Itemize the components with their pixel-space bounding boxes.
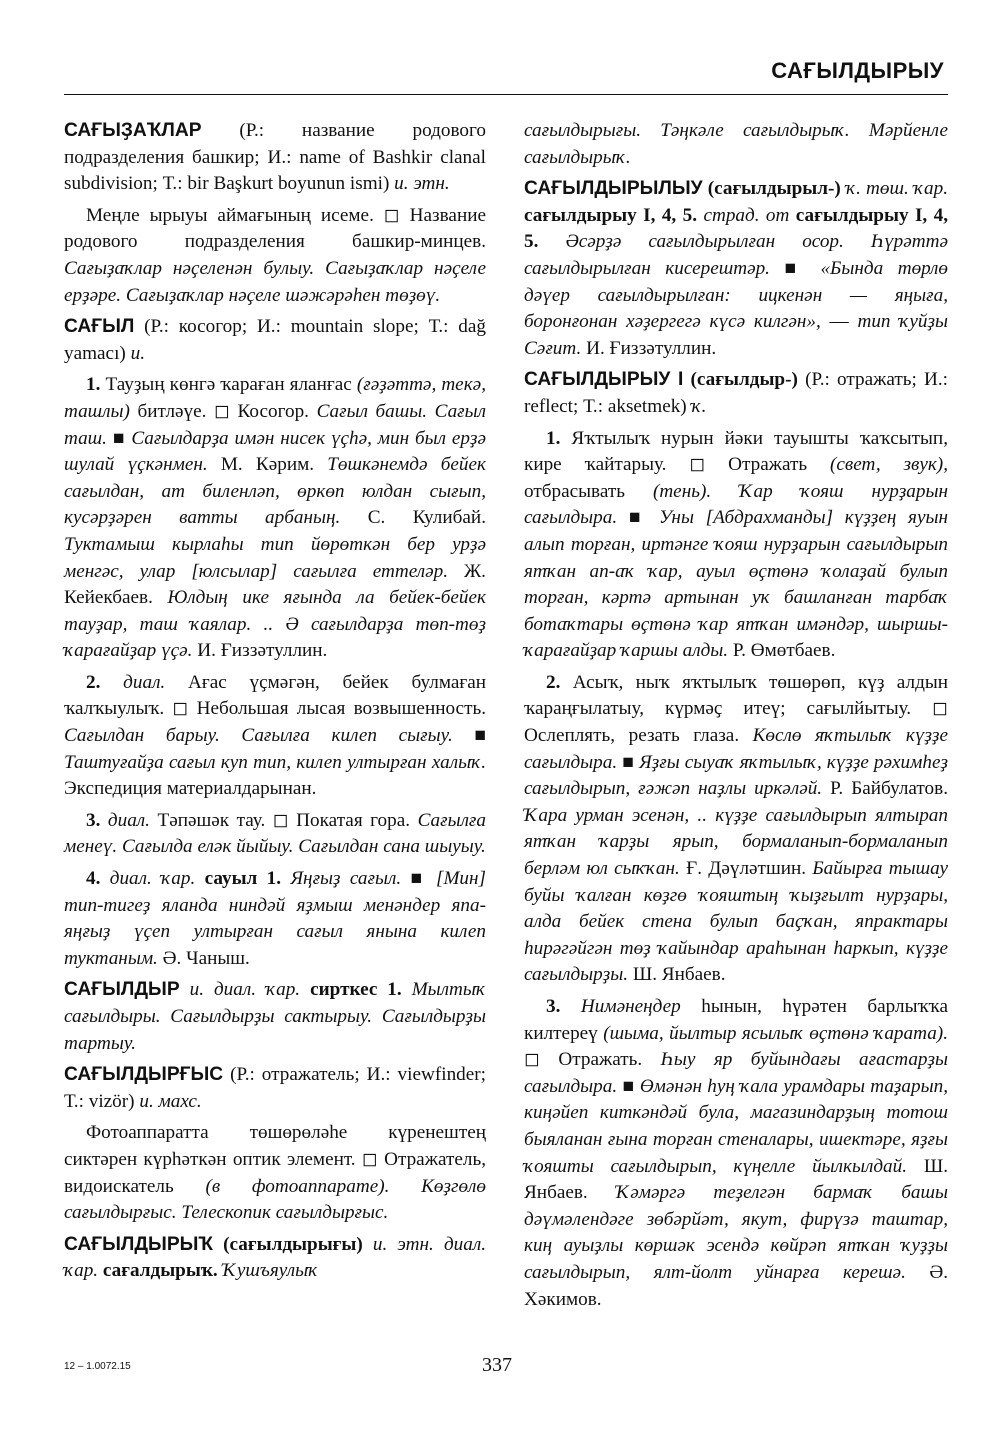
entry-text: (сағылдыр-) [683,369,798,391]
headword: САҒЫЛДЫР [64,979,180,1001]
entry-text [363,1234,373,1255]
entry-text: (сағылдырығы) [213,1233,363,1255]
dictionary-paragraph [524,176,948,362]
dictionary-paragraph [64,1232,486,1285]
dictionary-paragraph [524,118,948,171]
entry-text: Әсәрҙә сағылдырылған осор. Һүрәттә сағылдырылған кисерештәр. [524,231,948,279]
entry-text: (ғәҙәттә, текә, ташлы) [64,374,486,422]
entry-text: сауыл 1. [195,868,282,890]
entry-text: ■ [452,725,486,747]
entry-text: [Мин] тип-тигеҙ яланда ниндәй яҙмыш менәндер япа-яңғыҙ үҫеп ултырған сағыл янына килеп туктаным. [64,868,487,969]
dictionary-paragraph [64,808,486,861]
entry-text [538,231,565,252]
entry-text: ■ [617,507,659,529]
entry-text: (Р.: косогор; И.: mountain slope; Т.: dağ yamacı) [64,316,486,364]
entry-text: Ш. Янбаев. [524,1155,948,1204]
entry-text: Сағылдарҙа имән нисек үҫһә, мин был ерҙә шулай үҫкәнмен. [64,427,486,476]
dictionary-paragraph [64,118,486,198]
entry-text: сирткес 1. [300,979,402,1001]
entry-text: Экспедиция материалдарынан. [64,778,317,800]
entry-text: Сағылдан барыу. Сағылға килеп сығыу. [64,725,453,747]
entry-text: Нимәнеңдер [580,996,681,1017]
entry-text: диал. [123,671,166,693]
entry-text: Ағас үҫмәгән, бейек булмаған ҡалҡыулыҡ. ◻ Небольшая лысая возвышенность. [64,671,486,720]
entry-text: Р. Байбулатов. [822,778,948,800]
entry-text: Өмәнән һуң ҡала урамдары таҙарып, киңәйеп киткәндәй була, магазиндарҙың тотош быяланан ғына торған стеналары, ишектәре, яҙғы ҡояшты сағылдырып, күңелле йылкылдай. [524,1075,948,1177]
entry-text: и. диал. ҡар. [189,979,301,1001]
dictionary-paragraph [64,372,486,665]
entry-text: ■ [106,427,132,449]
entry-text: И. Ғиззәтуллин. [192,640,328,662]
entry-text: 1. [86,374,101,396]
entry-text: Уны [Абдрахманды] күҙҙең яуын алып торған, иртәнге ҡояш нурҙарын сағылдырып ятҡан ап-аҡ ҡар, ауыл өҫтөнә ҡолаҙай булып торған, кәртә артынан уҡ башланған тарбаҡ ботаҡтары өҫтөнә ҡар ятҡан имәндәр, шыршы-ҡарағайҙар ҡаршы алды. [524,507,948,662]
entry-text: Яҙғы сыуаҡ яҡтылыҡ, күҙҙе рәхимһеҙ сағылдырып, ғәжәп наҙлы иркәләй. [524,751,948,800]
dictionary-paragraph [524,426,948,665]
entry-text [100,868,109,889]
entry-text: И. Ғиззәтуллин. [581,337,717,359]
entry-text [100,810,108,831]
entry-text: Яҡтылыҡ нурын йәки тауышты ҡаҡсытып, кире ҡайтарыу. ◻ Отражать [524,427,948,476]
entry-text: и. [130,342,145,364]
entry-text [560,996,581,1017]
entry-text: диал. ҡар. [109,868,196,890]
entry-text [180,979,190,1000]
entry-text: (Р.: отражатель; И.: viewfinder; Т.: vizör) [64,1064,486,1112]
entry-text: (свет, звук), [830,454,948,476]
entry-text: (тень). Ҡар ҡояш нурҙарын сағылдыра. [524,480,949,529]
entry-text: 4. [86,868,101,890]
entry-text: Меңле ырыуы аймағының исеме. ◻ Название родового подразделения башкир-минцев. [64,204,486,253]
entry-text: ■ [401,868,436,890]
entry-text: Туктамыш кырлаһы тип йөрөткән бер урҙә менгәс, улар [юлсылар] сағылға еттеләр. [64,533,486,582]
entry-text: — [820,311,858,333]
entry-text: Тауҙың көнгә ҡараған яланғас [100,374,357,396]
entry-text: ■ [617,751,640,773]
entry-text: С. Кулибай. [340,507,486,529]
entry-text: (Р.: название родового подразделения башкир; И.: name of Bashkir clanal subdivision; Т.: bir Başkurt boyunun ismi) [64,120,486,195]
entry-text: Сағыҙаҡлар нәҫеленән булыу. Сағыҙаҡлар нәҫеле ерҙәре. Сағыҙаҡлар нәҫеле шәжәрәһен төҙөү. [64,257,486,306]
headword: САҒЫЛДЫРЫУ I [524,369,684,391]
entry-text: ■ [617,1075,640,1097]
running-head: САҒЫЛДЫРЫУ [771,58,944,83]
entry-text: Һыу яр буйындағы ағастарҙы сағылдыра. [524,1049,948,1097]
entry-text: (в фотоаппарате). Көҙгөлө сағылдырғыс. Телескопик сағылдырғыс. [64,1175,487,1224]
entry-text: сағылдырығы. Тәңкәле сағылдырыҡ. Мәрйенле сағылдырыҡ. [524,120,948,168]
header-rule [64,94,948,95]
entry-text: 2. [546,671,561,693]
entry-text: и. махс. [139,1090,202,1112]
entry-text: и. этн. [394,173,450,195]
entry-text: 3. [86,809,101,831]
entry-text: Ҡушъяулыҡ [222,1260,319,1282]
entry-text: Сағыл башы. Сағыл таш. [64,400,487,449]
dictionary-paragraph [64,866,486,972]
dictionary-paragraph [524,994,948,1313]
left-column [64,118,486,1290]
entry-text: ҡ. [691,395,707,417]
dictionary-paragraph [64,977,486,1057]
entry-text: отбрасывать [524,480,653,502]
dictionary-paragraph [64,670,486,803]
entry-text: Ҡәмәргә теҙелгән бармаҡ башы дәүмәлендәге зөбәрйәт, якут, фирүзә таштар, киң ауыҙлы көршәк эсендә көйрәп ятҡан ҡуҙҙы сағылдырып, ялт-йолт уйнарға керешә. [524,1182,948,1283]
entry-text: ◻ Отражать. [524,1049,661,1071]
entry-text: Ж. Кейекбаев. [64,560,486,609]
dictionary-paragraph [64,314,486,367]
dictionary-paragraph [64,203,486,309]
entry-text: М. Кәрим. [207,454,328,476]
entry-text: Таштуғайҙа сағыл куп тип, килеп ултырған халыҡ. [64,751,486,773]
entry-text: (сағылдырыл-) [702,178,841,200]
entry-text [402,979,412,1000]
entry-text: Мылтыҡ сағылдыры. Сағылдырҙы сактырыу. Сағылдырҙы тартыу. [64,979,487,1054]
entry-text: диал. [107,809,150,831]
entry-text: 1. [546,427,561,449]
headword: САҒЫЛДЫРЫҠ [64,1233,214,1255]
entry-text: Р. Өмөтбаев. [728,640,836,662]
headword: САҒЫЛДЫРЫЛЫУ [524,178,703,200]
entry-text: Ҡара урман эсенән, .. күҙҙе сағылдырып ялтырап ятҡан ҡарҙы ярып, бормаланып-бормаланып берләм юл сыҡҡан. [524,804,948,880]
dictionary-paragraph [524,367,948,420]
entry-text: Тәпәшәк тау. ◻ Покатая гора. [149,809,418,831]
dictionary-paragraph [64,1120,486,1226]
headword: САҒЫҘАҠЛАР [64,120,202,141]
entry-text: Фотоаппаратта төшөрөләһе күренештең сиктәрен күрһәткән оптик элемент. ◻ Отражатель, видоискатель [64,1122,486,1197]
entry-text: Ә. Хәкимов. [524,1261,949,1310]
entry-text: сағалдырыҡ. [98,1260,218,1282]
dictionary-paragraph [524,670,948,989]
entry-text: һынын, һүрәтен барлыҡҡа килтереү [524,996,948,1044]
entry-text: Ш. Янбаев. [628,964,726,986]
entry-text: Көслө яҡтылыҡ күҙҙе сағылдыра. [524,725,948,773]
footer-code: 12 – 1.0072.15 [64,1361,131,1372]
entry-text: Ғ. Дәүләтшин. [679,858,813,880]
entry-text: и. этн. диал. ҡар. [64,1233,486,1282]
entry-text: ҡ. төш. ҡар. [845,178,949,200]
headword: САҒЫЛ [64,316,135,338]
dictionary-paragraph [64,1062,486,1115]
entry-text: 2. [86,671,101,693]
entry-text: Яңғыҙ сағыл. [290,868,402,890]
entry-text: ■ [769,257,821,279]
entry-text: битләүе. ◻ Косогор. [129,400,317,422]
entry-text: Сағылға менеү. Сағылда еләк йыйыу. Сағылдан сана шыуыу. [64,809,487,858]
entry-text: 3. [546,996,561,1017]
entry-text: Байырға тышау буйы ҡалған көҙгө ҡояштың ҡыҙғылт нурҙары, алда бейек стена булып баҫҡан, япрактары һирәгәйгән төҙ ҡайындар араһынан һаркып, күҙҙе сағылдырҙы. [524,858,948,986]
entry-text: Асыҡ, ныҡ яҡтылыҡ төшөрөп, күҙ алдын ҡараңғылатыу, күрмәҫ итеү; сағылйытыу. ◻ Ослеплять, резать глаза. [524,671,948,747]
entry-text [100,672,123,693]
entry-text: сағылдырыу I, 4, 5. [524,204,698,226]
entry-text: Юлдың ике яғында ла бейек-бейек тауҙар, таш ҡаялар. .. Ә сағылдарҙа төп-төҙ ҡарағайҙар үҫә. [64,587,486,662]
entry-text: Ә. Чаныш. [157,947,250,969]
entry-text: сағылдырыу I, 4, 5. [524,204,949,253]
headword: САҒЫЛДЫРҒЫС [64,1064,224,1086]
page-number: 337 [482,1354,512,1376]
right-column [524,118,948,1318]
entry-text: (шыма, йылтыр ясылыҡ өҫтөнә ҡарата). [603,1022,948,1044]
entry-text: Төшкәнемдә бейек сағылдан, ат биленләп, өркөп юлдан сығып, кусәрҙәрен ватты арбаның. [64,454,486,529]
entry-text: «Бында төрлө дәүер сағылдырылған: ицкенән — яңыға, боронғонан хәҙергегә күсә килгән», [524,257,949,333]
entry-text: страд. от [703,204,790,226]
entry-text: (Р.: отражать; И.: reflect; Т.: aksetmek) [524,369,948,417]
entry-text: тип ҡуйҙы Сәғит. [524,311,948,359]
